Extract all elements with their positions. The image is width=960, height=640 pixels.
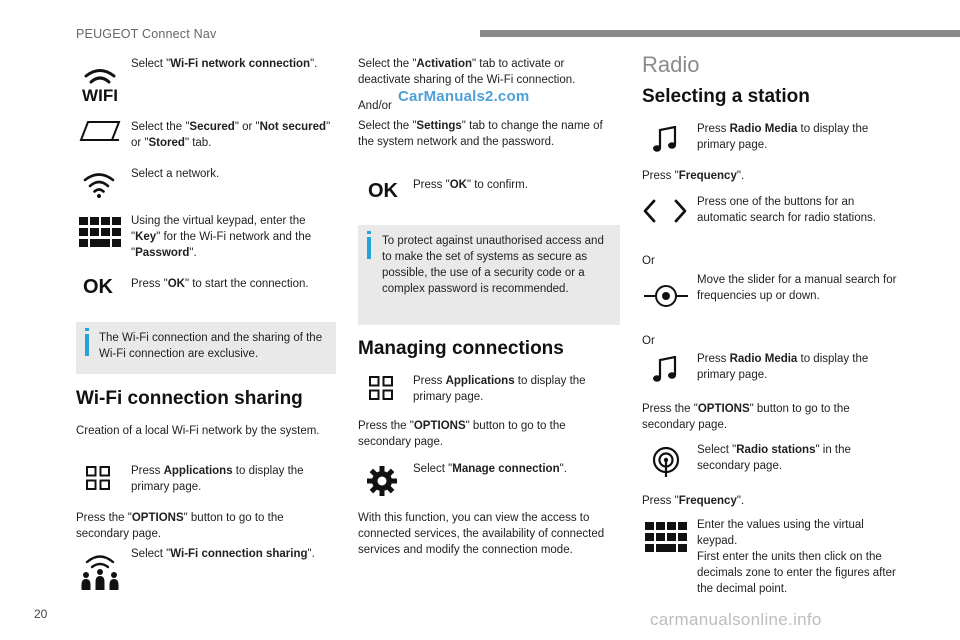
step-manual-search: Move the slider for a manual search for frequencies up or down.: [697, 274, 897, 302]
gear-icon: [366, 465, 398, 497]
settings-text: Select the "Settings" tab to change the name of the system network and the password.: [358, 120, 603, 148]
press-frequency-text: Press "Frequency".: [642, 495, 745, 507]
step-automatic-search: Press one of the buttons for an automatic search for radio stations.: [697, 196, 876, 224]
wifi-sharing-intro: Creation of a local Wi-Fi network by the system.: [76, 425, 320, 437]
or-text: Or: [642, 335, 655, 347]
heading-managing-connections: Managing connections: [358, 338, 564, 359]
page-number: 20: [34, 607, 48, 621]
step-manage-connection: Select "Manage connection".: [413, 463, 567, 475]
section-title-radio: Radio: [642, 52, 700, 77]
step-press-applications: Press Applications to display the primary page.: [131, 465, 304, 493]
or-text: Or: [642, 255, 655, 267]
music-note-icon: [652, 356, 678, 384]
seek-arrows-icon: [642, 199, 688, 223]
step-press-radio-media: Press Radio Media to display the primary page.: [697, 123, 869, 151]
info-icon: [367, 237, 371, 259]
step-press-radio-media: Press Radio Media to display the primary page.: [697, 353, 869, 381]
note-security: [358, 225, 620, 325]
options-text: Press the "OPTIONS" button to go to the secondary page.: [358, 420, 566, 448]
heading-wifi-sharing: Wi-Fi connection sharing: [76, 388, 303, 409]
note-exclusive: [76, 322, 336, 374]
keypad-icon: [79, 217, 121, 247]
watermark-footer: carmanualsonline.info: [650, 610, 822, 629]
radio-station-icon: [650, 446, 682, 478]
step-select-network: Select a network.: [131, 168, 220, 180]
step-enter-frequency: Enter the values using the virtual keypad. First enter the units then click on the decimals zone to enter the figures after the decimal point.: [697, 519, 896, 595]
ok-icon: OK: [368, 180, 398, 202]
step-enter-key: Using the virtual keypad, enter the "Key" for the Wi-Fi network and the "Password".: [131, 215, 312, 259]
slider-icon: [643, 281, 689, 311]
options-text: Press the "OPTIONS" button to go to the secondary page.: [76, 512, 284, 540]
function-description: With this function, you can view the access to connected services, the availability of connected services and modify the connection mode.: [358, 512, 605, 556]
activation-text: Select the "Activation" tab to activate or deactivate sharing of the Wi-Fi connection.: [358, 58, 576, 86]
note-exclusive-text: The Wi-Fi connection and the sharing of the Wi-Fi connection are exclusive.: [99, 332, 323, 360]
svg-text:WIFI: WIFI: [82, 86, 118, 104]
wifi-label-icon: [79, 62, 121, 104]
ok-icon: OK: [83, 276, 113, 298]
heading-selecting-station: Selecting a station: [642, 86, 810, 107]
connection-sharing-icon: [79, 553, 121, 591]
info-icon: [85, 334, 89, 356]
step-press-applications: Press Applications to display the primary page.: [413, 375, 586, 403]
watermark-top: CarManuals2.com: [398, 88, 530, 105]
keypad-icon: [645, 522, 687, 552]
options-text: Press the "OPTIONS" button to go to the secondary page.: [642, 403, 850, 431]
press-frequency-text: Press "Frequency".: [642, 170, 745, 182]
step-select-sharing: Select "Wi-Fi connection sharing".: [131, 548, 315, 560]
music-note-icon: [652, 126, 678, 154]
andor-text: And/or: [358, 100, 392, 112]
note-security-text: To protect against unauthorised access and to make the set of systems as secure as possible, the use of a security code or a complex password is recommended.: [382, 235, 604, 295]
step-confirm: Press "OK" to confirm.: [413, 179, 528, 191]
tab-shape-icon: [79, 118, 121, 144]
step-select-wifi-network: Select "Wi-Fi network connection".: [131, 58, 318, 70]
applications-icon: [369, 376, 393, 400]
wifi-icon: [82, 170, 116, 200]
step-select-tab: Select the "Secured" or "Not secured" or "Stored" tab.: [131, 121, 331, 149]
step-select-radio-stations: Select "Radio stations" in the secondary page.: [697, 444, 851, 472]
applications-icon: [86, 466, 110, 490]
header-title: PEUGEOT Connect Nav: [76, 27, 217, 41]
header-bar: [480, 30, 960, 37]
step-start-connection: Press "OK" to start the connection.: [131, 278, 309, 290]
